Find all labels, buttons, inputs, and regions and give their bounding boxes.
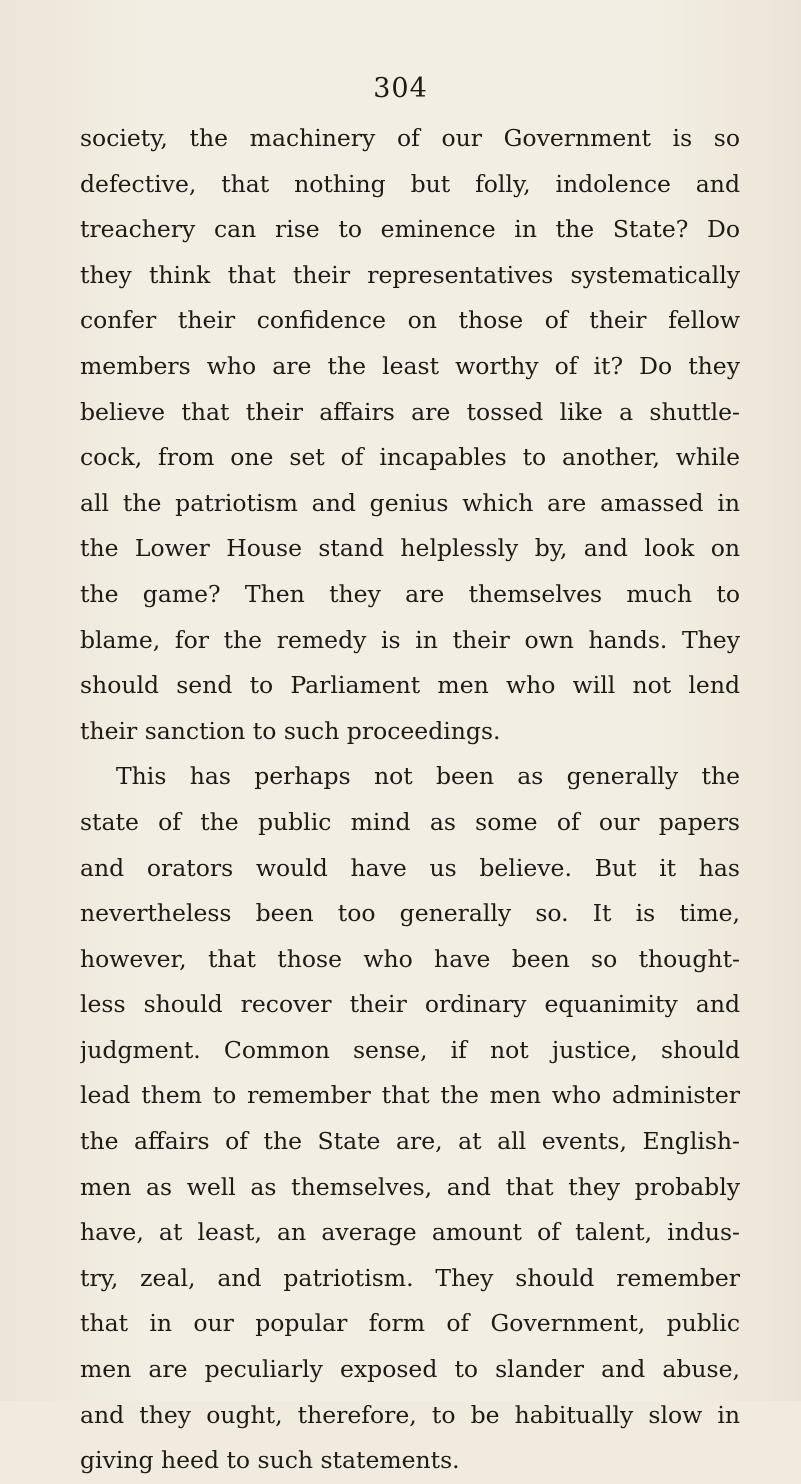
- text-line: believe that their affairs are tossed like a shuttle-: [80, 397, 740, 426]
- text-line: have, at least, an average amount of talent, indus-: [80, 1218, 740, 1247]
- body-text: [80, 116, 740, 1484]
- text-line: try, zeal, and patriotism. They should remember: [80, 1263, 740, 1292]
- text-line: the game? Then they are themselves much to: [80, 579, 740, 608]
- text-line: confer their confidence on those of their fellow: [80, 306, 740, 335]
- text-line: nevertheless been too generally so. It is time,: [80, 899, 740, 928]
- text-line: and orators would have us believe. But it has: [80, 853, 740, 882]
- text-line: should send to Parliament men who will not lend: [80, 671, 740, 700]
- text-line: all the patriotism and genius which are amassed in: [80, 488, 740, 517]
- text-line: men are peculiarly exposed to slander and abuse,: [80, 1355, 740, 1384]
- paragraph-start-line: This has perhaps not been as generally the: [116, 762, 740, 791]
- text-line: and they ought, therefore, to be habitually slow in: [80, 1400, 740, 1429]
- text-line: cock, from one set of incapables to another, while: [80, 443, 740, 472]
- text-line: less should recover their ordinary equanimity and: [80, 990, 740, 1019]
- paragraph-end-line: their sanction to such proceedings.: [80, 716, 501, 745]
- text-line: society, the machinery of our Government is so: [80, 124, 740, 152]
- text-line: however, that those who have been so thought-: [80, 944, 740, 973]
- text-line: state of the public mind as some of our papers: [80, 807, 740, 836]
- text-line: members who are the least worthy of it? Do they: [80, 351, 740, 380]
- text-line: defective, that nothing but folly, indolence and: [80, 169, 740, 198]
- text-line: treachery can rise to eminence in the State? Do: [80, 215, 740, 244]
- text-line: they think that their representatives systematically: [80, 260, 740, 289]
- text-line: the Lower House stand helplessly by, and look on: [80, 534, 740, 563]
- text-line: men as well as themselves, and that they probably: [80, 1172, 740, 1201]
- text-line: lead them to remember that the men who administer: [80, 1081, 740, 1110]
- text-line: that in our popular form of Government, public: [80, 1309, 740, 1338]
- paragraph-end-line: giving heed to such statements.: [80, 1446, 460, 1475]
- text-line: the affairs of the State are, at all events, English-: [80, 1127, 740, 1156]
- page-number: 304: [373, 73, 428, 104]
- text-line: blame, for the remedy is in their own hands. They: [80, 625, 740, 654]
- text-line: judgment. Common sense, if not justice, should: [80, 1035, 740, 1064]
